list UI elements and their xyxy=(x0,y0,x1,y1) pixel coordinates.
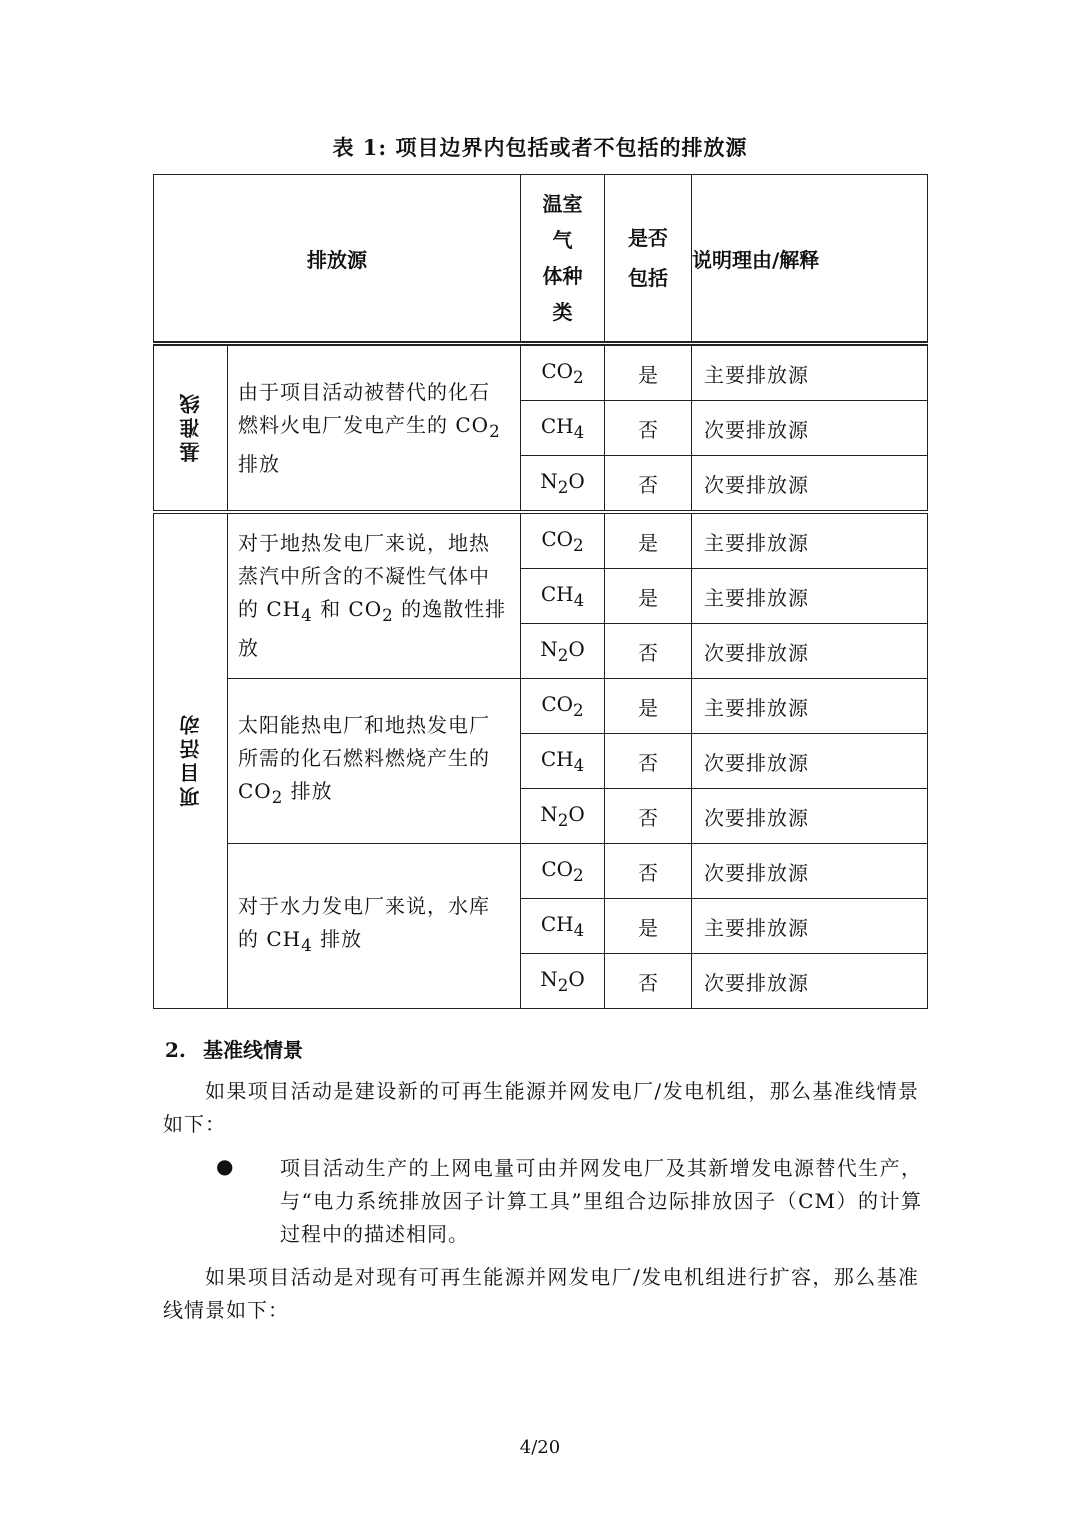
gas-cell xyxy=(521,456,605,513)
desc-text: 的 CH xyxy=(238,597,302,621)
header-included xyxy=(605,175,692,344)
desc-line xyxy=(238,593,510,632)
desc-subscript: 4 xyxy=(301,606,313,625)
desc-line: 放 xyxy=(238,636,259,660)
gas-text: O xyxy=(568,802,585,826)
desc-line: 对于地热发电厂来说，地热 xyxy=(238,531,490,555)
table-row xyxy=(154,679,928,734)
bullet-icon: ● xyxy=(216,1154,234,1178)
table-header-row xyxy=(154,175,928,344)
gas-subscript: 2 xyxy=(557,478,569,497)
gas-text: CO xyxy=(541,359,574,383)
included-cell: 否 xyxy=(605,954,692,1009)
gas-text: N xyxy=(540,469,558,493)
section-title: 基准线情景 xyxy=(203,1038,303,1062)
reason-cell: 次要排放源 xyxy=(692,844,928,899)
desc-text: 排放 xyxy=(312,927,363,951)
gas-text: N xyxy=(540,967,558,991)
gas-subscript: 4 xyxy=(573,423,585,442)
source-description xyxy=(228,344,521,513)
category-baseline xyxy=(154,344,228,513)
category-label: 基准线 xyxy=(179,389,203,462)
included-cell: 否 xyxy=(605,624,692,679)
desc-subscript: 4 xyxy=(301,936,313,955)
gas-text: N xyxy=(540,802,558,826)
gas-subscript: 2 xyxy=(557,811,569,830)
desc-line: 排放 xyxy=(238,451,280,476)
reason-cell: 主要排放源 xyxy=(692,512,928,569)
source-description xyxy=(228,844,521,1009)
gas-subscript: 2 xyxy=(573,701,584,720)
header-gas-type xyxy=(521,175,605,344)
header-included-line: 包括 xyxy=(628,266,668,290)
included-cell: 否 xyxy=(605,789,692,844)
header-source: 排放源 xyxy=(154,175,521,344)
gas-cell xyxy=(521,899,605,954)
reason-cell: 次要排放源 xyxy=(692,401,928,456)
emission-sources-table xyxy=(153,174,928,1009)
gas-text: CH xyxy=(540,912,574,936)
gas-subscript: 2 xyxy=(557,976,569,995)
gas-text: CO xyxy=(541,527,574,551)
included-cell: 是 xyxy=(605,569,692,624)
gas-subscript: 2 xyxy=(573,536,584,555)
gas-cell xyxy=(521,512,605,569)
gas-text: CH xyxy=(540,414,574,438)
included-cell: 否 xyxy=(605,734,692,789)
page-number: 4/20 xyxy=(519,1437,561,1458)
gas-text: CO xyxy=(541,857,574,881)
section-heading xyxy=(165,1034,303,1063)
source-description xyxy=(228,679,521,844)
included-cell: 是 xyxy=(605,679,692,734)
header-reason: 说明理由/解释 xyxy=(692,175,928,344)
reason-cell: 主要排放源 xyxy=(692,679,928,734)
paragraph: 如果项目活动是对现有可再生能源并网发电厂/发电机组进行扩容，那么基准线情景如下： xyxy=(163,1265,919,1322)
gas-cell xyxy=(521,679,605,734)
included-cell: 否 xyxy=(605,456,692,513)
bullet-list-item xyxy=(210,1152,922,1251)
gas-subscript: 2 xyxy=(573,368,584,387)
gas-subscript: 4 xyxy=(573,591,585,610)
gas-subscript: 2 xyxy=(573,866,584,885)
included-cell: 否 xyxy=(605,401,692,456)
source-description xyxy=(228,512,521,679)
reason-cell: 次要排放源 xyxy=(692,954,928,1009)
gas-cell xyxy=(521,844,605,899)
desc-text: 和 CO xyxy=(312,597,383,621)
reason-cell: 次要排放源 xyxy=(692,734,928,789)
gas-cell xyxy=(521,789,605,844)
desc-line xyxy=(238,409,510,448)
table-row xyxy=(154,512,928,569)
desc-line xyxy=(238,923,510,962)
header-gas-type-line: 气 xyxy=(552,228,573,252)
desc-subscript: 2 xyxy=(489,421,501,441)
header-gas-type-line: 类 xyxy=(552,300,573,324)
gas-cell xyxy=(521,624,605,679)
reason-cell: 次要排放源 xyxy=(692,624,928,679)
gas-cell xyxy=(521,954,605,1009)
desc-line: 由于项目活动被替代的化石 xyxy=(238,379,490,404)
desc-text: 燃料火电厂发电产生的 CO xyxy=(238,412,490,437)
bullet-text: 项目活动生产的上网电量可由并网发电厂及其新增发电源替代生产，与“电力系统排放因子计算工具”里组合边际排放因子（CM）的计算过程中的描述相同。 xyxy=(280,1156,922,1246)
table-row xyxy=(154,344,928,401)
desc-line: 蒸汽中所含的不凝性气体中 xyxy=(238,564,490,588)
included-cell: 是 xyxy=(605,344,692,401)
included-cell: 是 xyxy=(605,899,692,954)
gas-subscript: 2 xyxy=(557,646,569,665)
reason-cell: 次要排放源 xyxy=(692,789,928,844)
gas-cell xyxy=(521,344,605,401)
header-gas-type-line: 温室 xyxy=(542,192,583,216)
gas-cell xyxy=(521,734,605,789)
gas-cell xyxy=(521,569,605,624)
gas-text: CO xyxy=(541,692,574,716)
included-cell: 是 xyxy=(605,512,692,569)
category-label: 项目活动 xyxy=(179,710,203,807)
header-included-line: 是否 xyxy=(628,226,668,250)
desc-line xyxy=(238,775,510,814)
gas-text: CH xyxy=(540,747,574,771)
desc-text: 排放 xyxy=(283,778,333,803)
desc-text: 的 CH xyxy=(238,927,302,951)
header-gas-type-line: 体种 xyxy=(542,264,583,288)
gas-text: N xyxy=(540,637,558,661)
reason-cell: 主要排放源 xyxy=(692,344,928,401)
desc-text: 的逸散性排 xyxy=(393,597,507,621)
category-project xyxy=(154,512,228,1009)
section-number: 2. xyxy=(165,1038,186,1062)
reason-cell: 次要排放源 xyxy=(692,456,928,513)
gas-text: CH xyxy=(540,582,574,606)
table-row xyxy=(154,844,928,899)
included-cell: 否 xyxy=(605,844,692,899)
table-caption: 表 1: 项目边界内包括或者不包括的排放源 xyxy=(332,135,748,160)
gas-text: O xyxy=(568,469,585,493)
paragraph: 如果项目活动是建设新的可再生能源并网发电厂/发电机组，那么基准线情景如下： xyxy=(163,1079,919,1136)
desc-line: 对于水力发电厂来说，水库 xyxy=(238,894,490,918)
gas-cell xyxy=(521,401,605,456)
gas-text: O xyxy=(568,637,585,661)
desc-line: 太阳能热电厂和地热发电厂 xyxy=(238,712,490,737)
gas-text: O xyxy=(568,967,585,991)
reason-cell: 主要排放源 xyxy=(692,899,928,954)
desc-subscript: 2 xyxy=(271,787,284,807)
desc-text: CO xyxy=(238,778,272,803)
reason-cell: 主要排放源 xyxy=(692,569,928,624)
gas-subscript: 4 xyxy=(573,921,585,940)
gas-subscript: 4 xyxy=(573,756,585,775)
desc-line: 所需的化石燃料燃烧产生的 xyxy=(238,745,490,770)
desc-subscript: 2 xyxy=(382,606,394,625)
